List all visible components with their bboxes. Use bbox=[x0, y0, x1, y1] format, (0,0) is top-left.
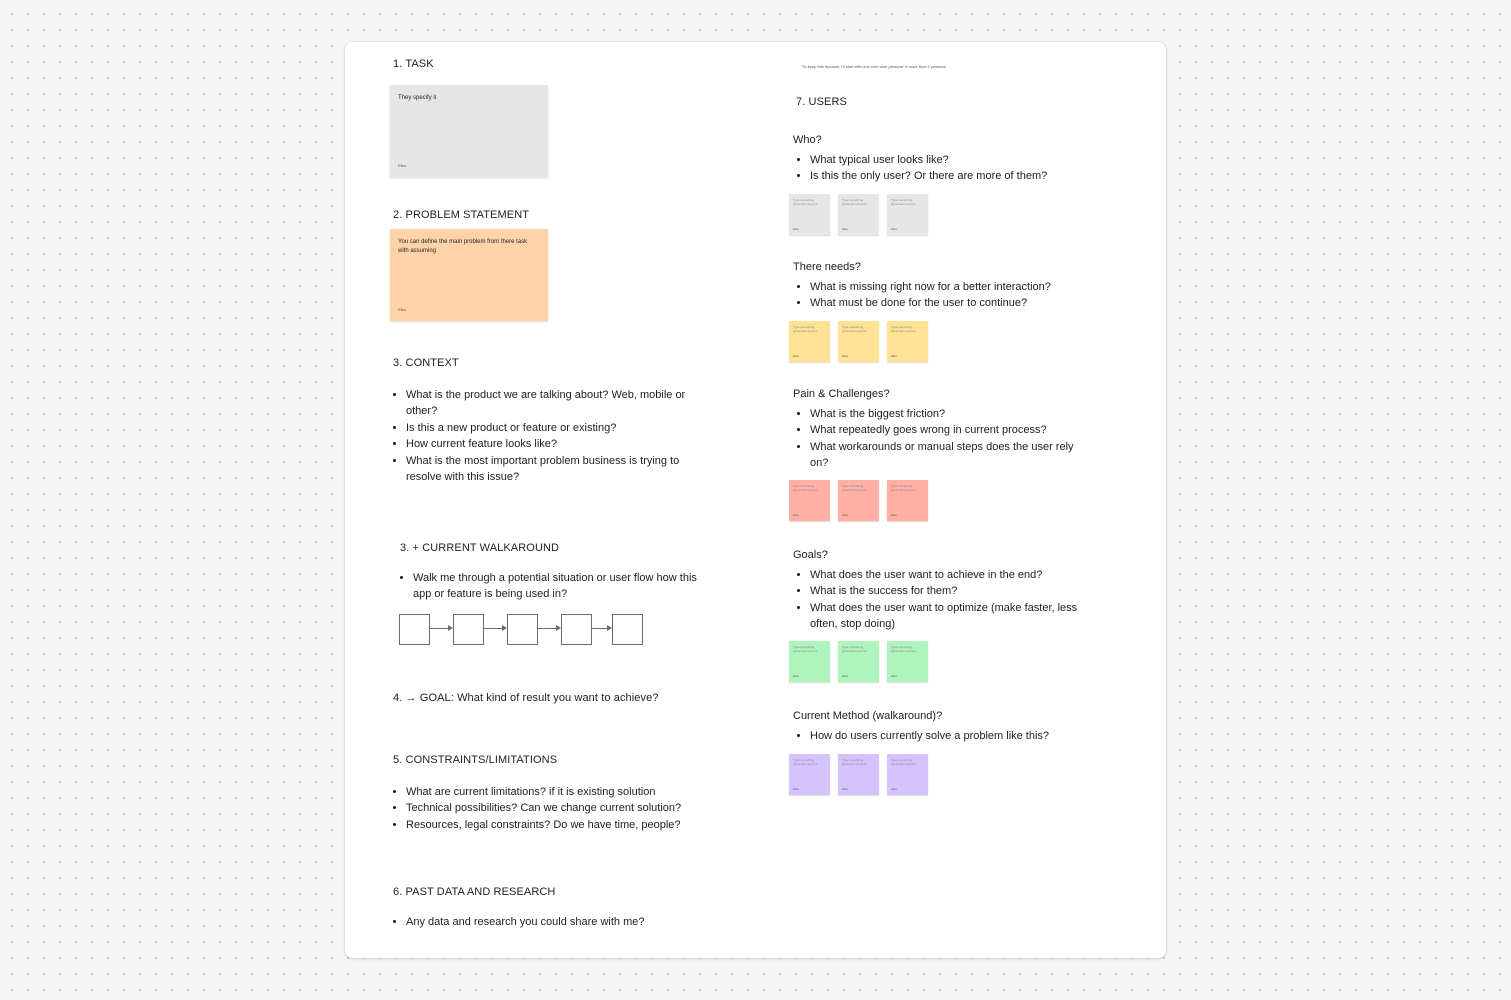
sticky-text: Type something, @mention anyone bbox=[842, 325, 867, 333]
sticky-author: Elka bbox=[398, 307, 406, 312]
list-item: • Is this the only user? Or there are more of them? bbox=[810, 168, 1110, 184]
sticky-note[interactable] bbox=[838, 754, 879, 795]
sticky-author: Elka bbox=[891, 787, 897, 791]
sticky-note[interactable] bbox=[887, 194, 928, 235]
sticky-author: Elka bbox=[793, 227, 799, 231]
sticky-text: Type something, @mention anyone bbox=[891, 484, 916, 492]
list-item: • Walk me through a potential situation or user flow how this app or feature is being used in? bbox=[413, 570, 703, 603]
persona-note: "To keep this focused, I'll start with one core user persona" if more than 1 persona bbox=[801, 64, 946, 69]
sticky-text: Type something, @mention anyone bbox=[793, 484, 818, 492]
sticky-text: They specify it bbox=[398, 95, 437, 101]
sticky-author: Elka bbox=[842, 354, 848, 358]
list-item: • What must be done for the user to continue? bbox=[810, 295, 1110, 311]
sticky-note[interactable] bbox=[838, 641, 879, 682]
list-item: • What is the success for them? bbox=[810, 583, 1100, 599]
sticky-note[interactable] bbox=[789, 754, 830, 795]
sticky-text: Type something, @mention anyone bbox=[842, 758, 867, 766]
sticky-text: Type something, @mention anyone bbox=[793, 325, 818, 333]
sticky-author: Elka bbox=[793, 787, 799, 791]
flow-step-box[interactable] bbox=[612, 614, 643, 645]
list-item: • What is missing right now for a better interaction? bbox=[810, 279, 1110, 295]
users-heading: 7. USERS bbox=[796, 96, 847, 108]
goal-heading: 4. → GOAL: What kind of result you want to achieve? bbox=[393, 692, 659, 704]
sticky-author: Elka bbox=[891, 674, 897, 678]
walkaround-heading: 3. + CURRENT WALKAROUND bbox=[400, 542, 560, 554]
sticky-author: Elka bbox=[842, 674, 848, 678]
section-title-pain: Pain & Challenges? bbox=[793, 388, 890, 400]
list-item: • How current feature looks like? bbox=[406, 436, 706, 452]
sticky-text: Type something, @mention anyone bbox=[793, 198, 818, 206]
sticky-text: You can define the main problem from there task with assuming bbox=[398, 239, 528, 254]
list-item: • How do users currently solve a problem like this? bbox=[810, 728, 1110, 744]
sticky-text: Type something, @mention anyone bbox=[793, 645, 818, 653]
list-item: • What is the product we are talking about? Web, mobile or other? bbox=[406, 387, 706, 420]
sticky-note[interactable] bbox=[789, 321, 830, 362]
goals-bullet-list bbox=[794, 567, 1100, 633]
flow-connector bbox=[592, 628, 607, 629]
list-item: • What is the most important problem business is trying to resolve with this issue? bbox=[406, 453, 706, 486]
sticky-author: Elka bbox=[891, 354, 897, 358]
list-item: • What repeatedly goes wrong in current process? bbox=[810, 422, 1090, 438]
section-title-current-method: Current Method (walkaround)? bbox=[793, 710, 943, 722]
sticky-note[interactable] bbox=[887, 321, 928, 362]
flow-connector bbox=[484, 628, 502, 629]
past-data-heading: 6. PAST DATA AND RESEARCH bbox=[393, 886, 556, 898]
sticky-note[interactable] bbox=[838, 321, 879, 362]
sticky-text: Type something, @mention anyone bbox=[891, 325, 916, 333]
list-item: • What is the biggest friction? bbox=[810, 406, 1090, 422]
list-item: • What workarounds or manual steps does the user rely on? bbox=[810, 439, 1090, 472]
section-title-who: Who? bbox=[793, 134, 822, 146]
sticky-author: Elka bbox=[842, 787, 848, 791]
walkaround-bullet-list bbox=[397, 570, 703, 603]
flow-step-box[interactable] bbox=[561, 614, 592, 645]
sticky-note[interactable] bbox=[789, 641, 830, 682]
sticky-text: Type something, @mention anyone bbox=[842, 198, 867, 206]
sticky-text: Type something, @mention anyone bbox=[891, 198, 916, 206]
task-sticky-note[interactable] bbox=[390, 85, 548, 177]
list-item: • What does the user want to achieve in the end? bbox=[810, 567, 1100, 583]
list-item: • Technical possibilities? Can we change current solution? bbox=[406, 800, 716, 816]
flow-step-box[interactable] bbox=[399, 614, 430, 645]
context-bullet-list bbox=[390, 387, 706, 485]
sticky-author: Elka bbox=[793, 354, 799, 358]
sticky-author: Elka bbox=[398, 163, 406, 168]
sticky-author: Elka bbox=[793, 513, 799, 517]
needs-bullet-list bbox=[794, 279, 1110, 312]
sticky-note[interactable] bbox=[887, 480, 928, 521]
flow-connector bbox=[430, 628, 448, 629]
list-item: • What are current limitations? if it is existing solution bbox=[406, 784, 716, 800]
sticky-note[interactable] bbox=[887, 754, 928, 795]
list-item: • What typical user looks like? bbox=[810, 152, 1110, 168]
sticky-text: Type something, @mention anyone bbox=[842, 484, 867, 492]
sticky-author: Elka bbox=[891, 513, 897, 517]
constraints-bullet-list bbox=[390, 784, 716, 833]
sticky-author: Elka bbox=[891, 227, 897, 231]
task-heading: 1. TASK bbox=[393, 58, 434, 70]
sticky-text: Type something, @mention anyone bbox=[793, 758, 818, 766]
section-title-goals: Goals? bbox=[793, 549, 828, 561]
sticky-note[interactable] bbox=[838, 194, 879, 235]
sticky-author: Elka bbox=[842, 227, 848, 231]
sticky-note[interactable] bbox=[887, 641, 928, 682]
problem-statement-heading: 2. PROBLEM STATEMENT bbox=[393, 209, 530, 221]
sticky-author: Elka bbox=[793, 674, 799, 678]
problem-sticky-note[interactable] bbox=[390, 229, 548, 321]
context-heading: 3. CONTEXT bbox=[393, 357, 459, 369]
current-method-bullet-list bbox=[794, 728, 1110, 744]
list-item: • Any data and research you could share with me? bbox=[406, 914, 716, 930]
sticky-text: Type something, @mention anyone bbox=[842, 645, 867, 653]
list-item: • Resources, legal constraints? Do we have time, people? bbox=[406, 817, 716, 833]
sticky-note[interactable] bbox=[838, 480, 879, 521]
sticky-note[interactable] bbox=[789, 480, 830, 521]
flow-step-box[interactable] bbox=[507, 614, 538, 645]
past-data-bullet-list bbox=[390, 914, 716, 930]
list-item: • What does the user want to optimize (make faster, less often, stop doing) bbox=[810, 600, 1100, 633]
flow-step-box[interactable] bbox=[453, 614, 484, 645]
list-item: • Is this a new product or feature or existing? bbox=[406, 420, 706, 436]
pain-bullet-list bbox=[794, 406, 1090, 472]
who-bullet-list bbox=[794, 152, 1110, 185]
sticky-text: Type something, @mention anyone bbox=[891, 758, 916, 766]
flow-connector bbox=[538, 628, 556, 629]
sticky-author: Elka bbox=[842, 513, 848, 517]
sticky-text: Type something, @mention anyone bbox=[891, 645, 916, 653]
sticky-note[interactable] bbox=[789, 194, 830, 235]
constraints-heading: 5. CONSTRAINTS/LIMITATIONS bbox=[393, 754, 558, 766]
section-title-needs: There needs? bbox=[793, 261, 861, 273]
